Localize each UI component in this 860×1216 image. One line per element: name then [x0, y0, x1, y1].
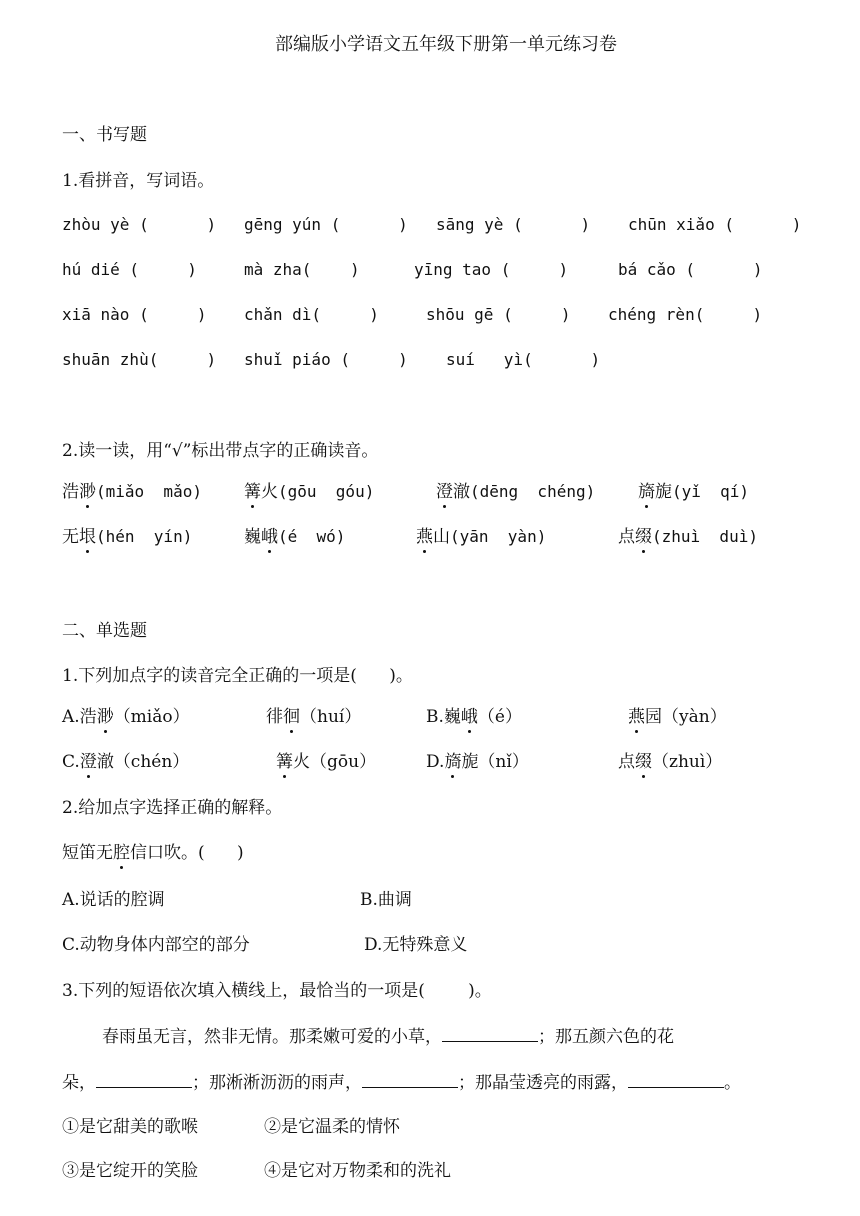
reading-item: 篝火(gōu góu) — [244, 482, 375, 502]
reading-item: 无垠(hén yín) — [62, 527, 193, 547]
choice-3: ③是它绽开的笑脸 — [62, 1161, 198, 1181]
reading-item: 旖旎(yǐ qí) — [638, 482, 750, 502]
dotted-char: 峨 — [261, 527, 278, 547]
q1-stem: 1.看拼音，写词语。 — [62, 171, 215, 191]
dotted-char: 燕 — [628, 707, 645, 727]
mc-q2-stem: 2.给加点字选择正确的解释。 — [62, 798, 283, 818]
mc-q2-option-b: B.曲调 — [360, 890, 412, 910]
reading-item: 浩渺(miǎo mǎo) — [62, 482, 202, 502]
dotted-char: 峨 — [460, 707, 478, 727]
mc-option: 点缀（zhuì） — [618, 752, 723, 772]
mc-option: B.巍峨（é） — [426, 707, 522, 727]
mc-option: C.澄澈（chén） — [62, 752, 190, 772]
q2-stem: 2.读一读，用“√”标出带点字的正确读音。 — [62, 441, 379, 461]
fill-blank — [442, 1025, 538, 1042]
mc-q2-option-c: C.动物身体内部空的部分 — [62, 935, 250, 955]
mc-option: A.浩渺（miǎo） — [62, 707, 190, 727]
dotted-char: 垠 — [79, 527, 96, 547]
mc-q1-stem: 1.下列加点字的读音完全正确的一项是( )。 — [62, 666, 413, 686]
pinyin-item: xiā nào ( ) — [62, 305, 207, 324]
pinyin-item: suí yì( ) — [446, 350, 601, 369]
mc-q2-option-a: A.说话的腔调 — [62, 890, 165, 910]
section-2-heading: 二、单选题 — [62, 621, 147, 641]
fill-blank — [362, 1071, 458, 1088]
section-1-heading: 一、书写题 — [62, 125, 147, 145]
dotted-char: 旖 — [638, 482, 655, 502]
mc-option: 篝火（gōu） — [276, 752, 377, 772]
reading-item: 燕山(yān yàn) — [416, 527, 547, 547]
fill-blank — [628, 1071, 724, 1088]
pinyin-item: shuǐ piáo ( ) — [244, 350, 408, 369]
page-title: 部编版小学语文五年级下册第一单元练习卷 — [275, 34, 617, 55]
fill-blank — [96, 1071, 192, 1088]
pinyin-item: chūn xiǎo ( ) — [628, 215, 802, 234]
mc-q3-stem: 3.下列的短语依次填入横线上，最恰当的一项是( )。 — [62, 981, 492, 1001]
dotted-char: 燕 — [416, 527, 433, 547]
pinyin-item: hú dié ( ) — [62, 260, 197, 279]
dotted-char: 篝 — [244, 482, 261, 502]
choice-4: ④是它对万物柔和的洗礼 — [264, 1161, 451, 1181]
mc-option: 燕园（yàn） — [628, 707, 727, 727]
passage-line-2: 朵， ；那淅淅沥沥的雨声， ；那晶莹透亮的雨露， 。 — [62, 1073, 741, 1093]
pinyin-item: gēng yún ( ) — [244, 215, 408, 234]
dotted-char: 徊 — [283, 707, 300, 727]
pinyin-item: zhòu yè ( ) — [62, 215, 217, 234]
mc-option: D.旖旎（nǐ） — [426, 752, 529, 772]
mc-q2-option-d: D.无特殊意义 — [364, 935, 468, 955]
pinyin-item: bá cǎo ( ) — [618, 260, 763, 279]
dotted-char: 澄 — [79, 752, 97, 772]
pinyin-item: sāng yè ( ) — [436, 215, 591, 234]
pinyin-item: chǎn dì( ) — [244, 305, 379, 324]
dotted-char: 渺 — [96, 707, 114, 727]
dotted-char: 腔 — [113, 843, 130, 863]
reading-item: 澄澈(dēng chéng) — [436, 482, 596, 502]
reading-item: 点缀(zhuì duì) — [618, 527, 758, 547]
dotted-char: 澄 — [436, 482, 453, 502]
choice-2: ②是它温柔的情怀 — [264, 1117, 400, 1137]
dotted-char: 篝 — [276, 752, 293, 772]
dotted-char: 缀 — [635, 752, 652, 772]
dotted-char: 渺 — [79, 482, 96, 502]
dotted-char: 缀 — [635, 527, 652, 547]
choice-1: ①是它甜美的歌喉 — [62, 1117, 198, 1137]
pinyin-item: shōu gē ( ) — [426, 305, 571, 324]
mc-option: 徘徊（huí） — [266, 707, 362, 727]
reading-item: 巍峨(é wó) — [244, 527, 346, 547]
pinyin-item: chéng rèn( ) — [608, 305, 763, 324]
pinyin-item: mà zha( ) — [244, 260, 360, 279]
pinyin-item: yīng tao ( ) — [414, 260, 569, 279]
passage-line-1: 春雨虽无言，然非无情。那柔嫩可爱的小草， ；那五颜六色的花 — [102, 1027, 674, 1047]
pinyin-item: shuān zhù( ) — [62, 350, 217, 369]
mc-q2-sentence: 短笛无腔信口吹。( ) — [62, 843, 244, 863]
dotted-char: 旖 — [444, 752, 462, 772]
